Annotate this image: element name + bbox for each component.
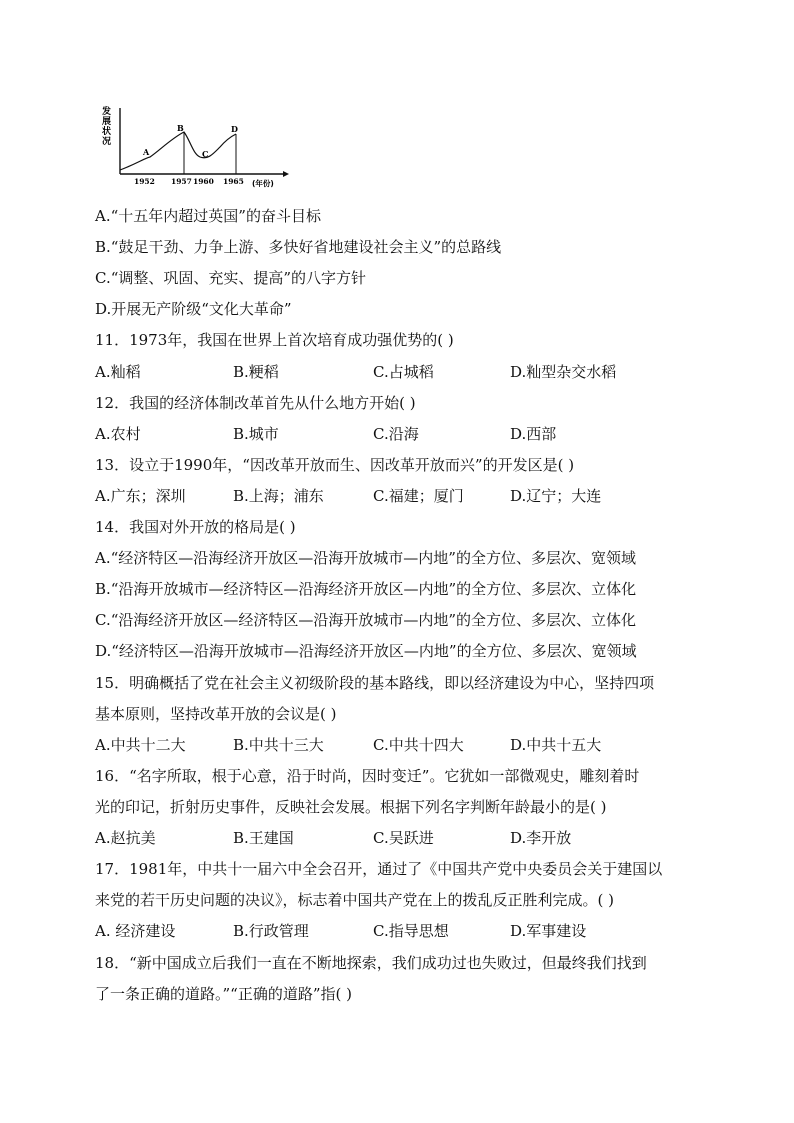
y-label-char-2: 展 [102,117,112,127]
q12-option-d[interactable]: D.西部 [510,425,557,443]
q17-option-a[interactable]: A. 经济建设 [95,922,176,940]
q17-stem-line-1: 17．1981年，中共十一届六中全会召开，通过了《中国共产党中央委员会关于建国以 [95,860,663,878]
q11-option-a[interactable]: A.籼稻 [95,363,141,381]
q15-option-d[interactable]: D.中共十五大 [510,736,602,754]
q12-option-a[interactable]: A.农村 [95,425,141,443]
x-tick-1957: 1957 [171,177,192,186]
q15-stem-line-2: 基本原则，坚持改革开放的会议是( ) [95,705,337,723]
q13-option-d[interactable]: D.辽宁；大连 [510,487,602,505]
x-tick-1965: 1965 [223,177,244,186]
q13-option-a[interactable]: A.广东；深圳 [95,487,186,505]
y-axis-label [101,105,114,147]
q16-option-d[interactable]: D.李开放 [510,829,572,847]
q15-stem-line-1: 15．明确概括了党在社会主义初级阶段的基本路线，即以经济建设为中心，坚持四项 [95,674,655,692]
q11-option-c[interactable]: C.占城稻 [373,363,434,381]
q16-stem-line-2: 光的印记，折射历史事件，反映社会发展。根据下列名字判断年龄最小的是( ) [95,798,607,816]
q12-stem: 12．我国的经济体制改革首先从什么地方开始( ) [95,394,416,412]
y-label-char-1: 发 [102,107,112,117]
point-label-b: B [177,123,184,133]
x-axis-label: (年份) [252,179,274,188]
q10-option-b[interactable]: B.“鼓足干劲、力争上游、多快好省地建设社会主义”的总路线 [95,238,502,256]
q17-stem-line-2: 来党的若干历史问题的决议》，标志着中国共产党在上的拨乱反正胜利完成。( ) [95,891,614,909]
x-tick-1960: 1960 [193,177,214,186]
x-tick-1952: 1952 [134,177,155,186]
y-label-char-3: 状 [102,127,112,137]
point-label-c: C [202,149,209,159]
y-label-char-4: 况 [102,137,112,147]
q17-option-d[interactable]: D.军事建设 [510,922,587,940]
q18-stem-line-2: 了一条正确的道路。”“正确的道路”指( ) [95,985,352,1003]
q14-option-b[interactable]: B.“沿海开放城市—经济特区—沿海经济开放区—内地”的全方位、多层次、立体化 [95,580,637,598]
q15-option-a[interactable]: A.中共十二大 [95,736,186,754]
q14-stem: 14．我国对外开放的格局是( ) [95,518,296,536]
x-axis-arrow-icon [283,171,289,177]
q14-option-d[interactable]: D.“经济特区—沿海开放城市—沿海经济开放区—内地”的全方位、多层次、宽领域 [95,642,637,660]
q11-option-d[interactable]: D.籼型杂交水稻 [510,363,617,381]
q10-option-a[interactable]: A.“十五年内超过英国”的奋斗目标 [95,207,321,225]
q12-option-b[interactable]: B.城市 [233,425,279,443]
q18-stem-line-1: 18．“新中国成立后我们一直在不断地探索，我们成功过也失败过，但最终我们找到 [95,954,647,972]
q15-option-c[interactable]: C.中共十四大 [373,736,464,754]
q13-option-b[interactable]: B.上海；浦东 [233,487,324,505]
q17-option-c[interactable]: C.指导思想 [373,922,449,940]
development-status-figure [100,102,290,192]
q15-option-b[interactable]: B.中共十三大 [233,736,324,754]
q13-stem: 13．设立于1990年，“因改革开放而生、因改革开放而兴”的开发区是( ) [95,456,575,474]
q10-option-c[interactable]: C.“调整、巩固、充实、提高”的八字方针 [95,269,367,287]
q16-option-c[interactable]: C.吴跃进 [373,829,434,847]
q17-option-b[interactable]: B.行政管理 [233,922,309,940]
q11-option-b[interactable]: B.粳稻 [233,363,279,381]
q14-option-a[interactable]: A.“经济特区—沿海经济开放区—沿海开放城市—内地”的全方位、多层次、宽领域 [95,549,636,567]
q10-option-d[interactable]: D.开展无产阶级“文化大革命” [95,300,292,318]
point-label-a: A [143,147,150,157]
q16-option-b[interactable]: B.王建国 [233,829,294,847]
q14-option-c[interactable]: C.“沿海经济开放区—经济特区—沿海开放城市—内地”的全方位、多层次、立体化 [95,611,637,629]
q16-option-a[interactable]: A.赵抗美 [95,829,156,847]
q12-option-c[interactable]: C.沿海 [373,425,419,443]
q16-stem-line-1: 16．“名字所取，根于心意，沿于时尚，因时变迁”。它犹如一部微观史，雕刻着时 [95,767,640,785]
q11-stem: 11．1973年，我国在世界上首次培育成功强优势的( ) [95,331,454,349]
development-curve [120,132,236,170]
point-label-d: D [231,124,238,134]
q13-option-c[interactable]: C.福建；厦门 [373,487,464,505]
